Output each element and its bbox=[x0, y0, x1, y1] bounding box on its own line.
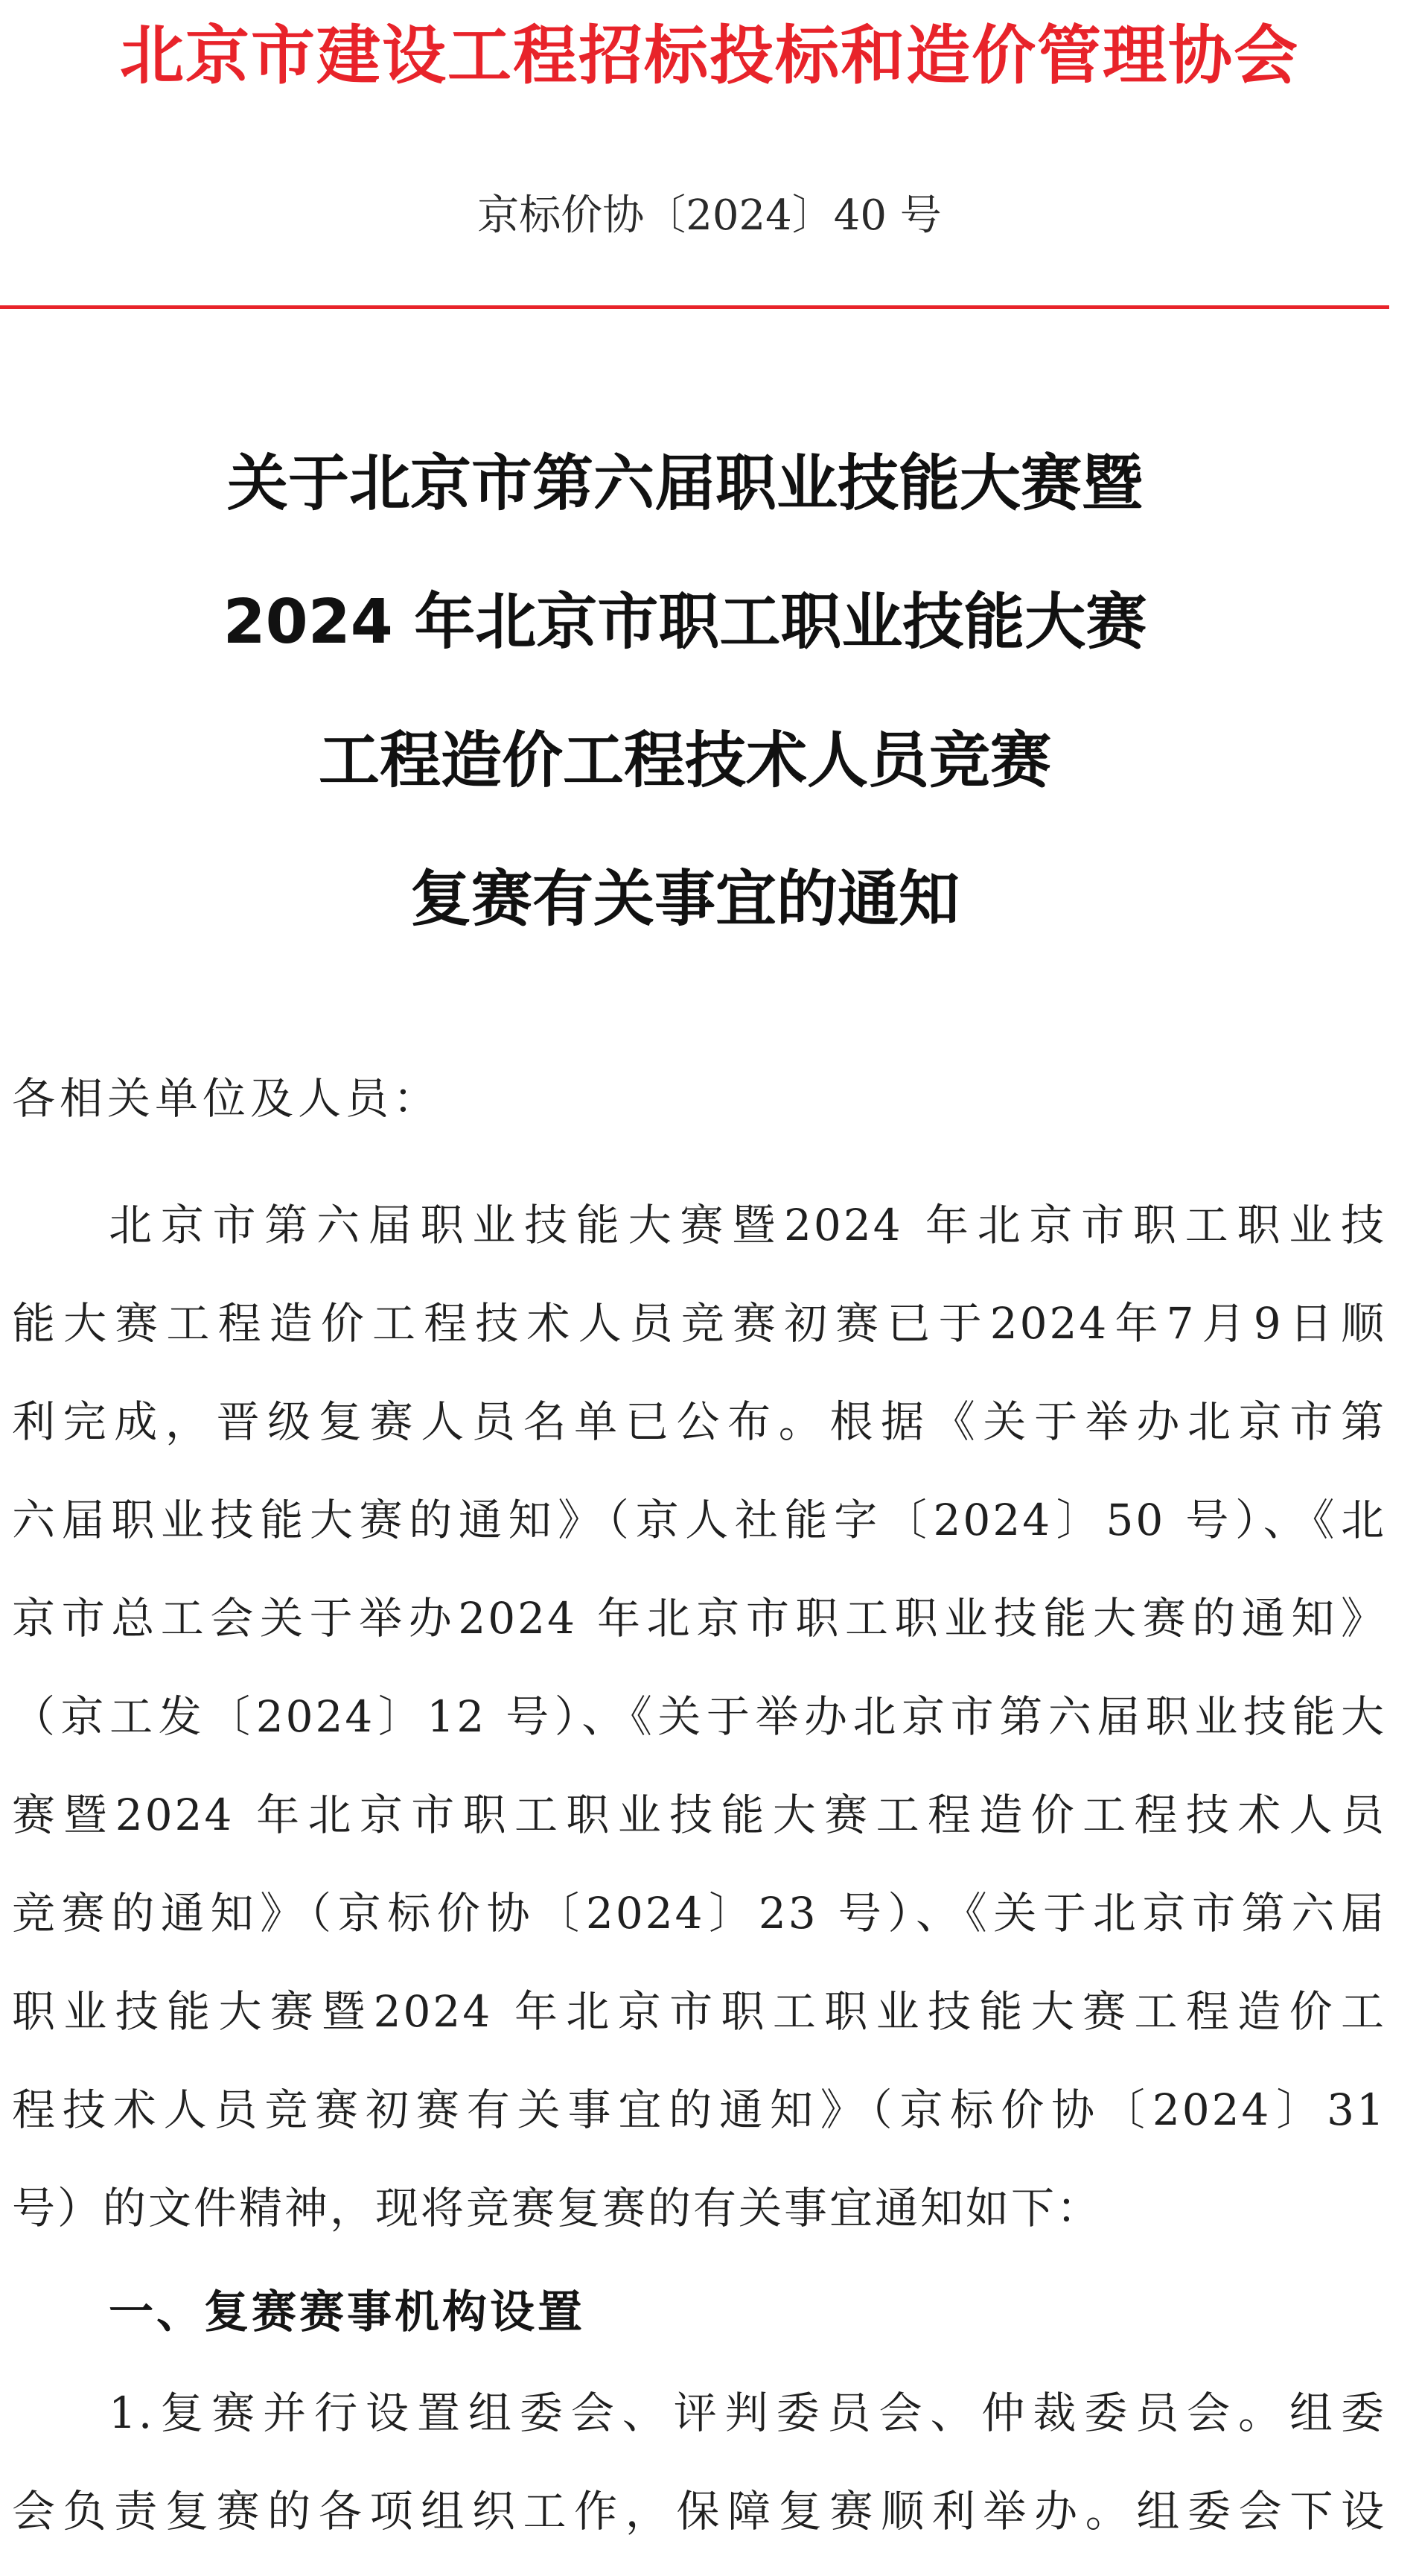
paragraph-line: 程技术人员竞赛初赛有关事宜的通知》（京标价协〔2024〕31 bbox=[12, 2084, 1386, 2135]
paragraph-section1 bbox=[12, 2379, 1386, 2576]
paragraph-line: （京工发〔2024〕12 号）、《关于举办北京市第六届职业技能大 bbox=[12, 1691, 1386, 1742]
masthead-organization: 北京市建设工程招标投标和造价管理协会 bbox=[120, 18, 1299, 93]
paragraph-line: 利完成，晋级复赛人员名单已公布。根据《关于举办北京市第 bbox=[12, 1396, 1386, 1447]
red-divider-line bbox=[0, 305, 1389, 309]
paragraph-line: 北京市第六届职业技能大赛暨2024 年北京市职工职业技 bbox=[109, 1200, 1386, 1250]
section-heading-1: 一、复赛赛事机构设置 bbox=[109, 2286, 585, 2338]
title-line: 复赛有关事宜的通知 bbox=[409, 864, 960, 935]
paragraph-line: 职业技能大赛暨2024 年北京市职工职业技能大赛工程造价工 bbox=[12, 1986, 1386, 2037]
paragraph-intro bbox=[12, 1192, 1386, 2273]
title-line: 2024 年北京市职工职业技能大赛 bbox=[223, 587, 1147, 658]
title-line: 关于北京市第六届职业技能大赛暨 bbox=[226, 448, 1143, 519]
paragraph-line: 六届职业技能大赛的通知》（京人社能字〔2024〕50 号）、《北 bbox=[12, 1495, 1386, 1545]
paragraph-line: 竞赛的通知》（京标价协〔2024〕23 号）、《关于北京市第六届 bbox=[12, 1888, 1386, 1939]
notice-title bbox=[0, 436, 1370, 990]
paragraph-line: 号）的文件精神，现将竞赛复赛的有关事宜通知如下： bbox=[12, 2183, 1103, 2233]
document-number: 京标价协〔2024〕40 号 bbox=[477, 191, 942, 240]
salutation: 各相关单位及人员： bbox=[12, 1073, 441, 1124]
paragraph-line: 京市总工会关于举办2024 年北京市职工职业技能大赛的通知》 bbox=[12, 1593, 1386, 1644]
paragraph-line: 会负责复赛的各项组织工作，保障复赛顺利举办。组委会下设 bbox=[12, 2486, 1386, 2537]
paragraph-line: 赛暨2024 年北京市职工职业技能大赛工程造价工程技术人员 bbox=[12, 1790, 1386, 1840]
paragraph-line: 1.复赛并行设置组委会、评判委员会、仲裁委员会。组委 bbox=[109, 2388, 1386, 2438]
paragraph-line: 能大赛工程造价工程技术人员竞赛初赛已于2024年7月9日顺 bbox=[12, 1298, 1386, 1349]
title-line: 工程造价工程技术人员竞赛 bbox=[318, 725, 1051, 796]
